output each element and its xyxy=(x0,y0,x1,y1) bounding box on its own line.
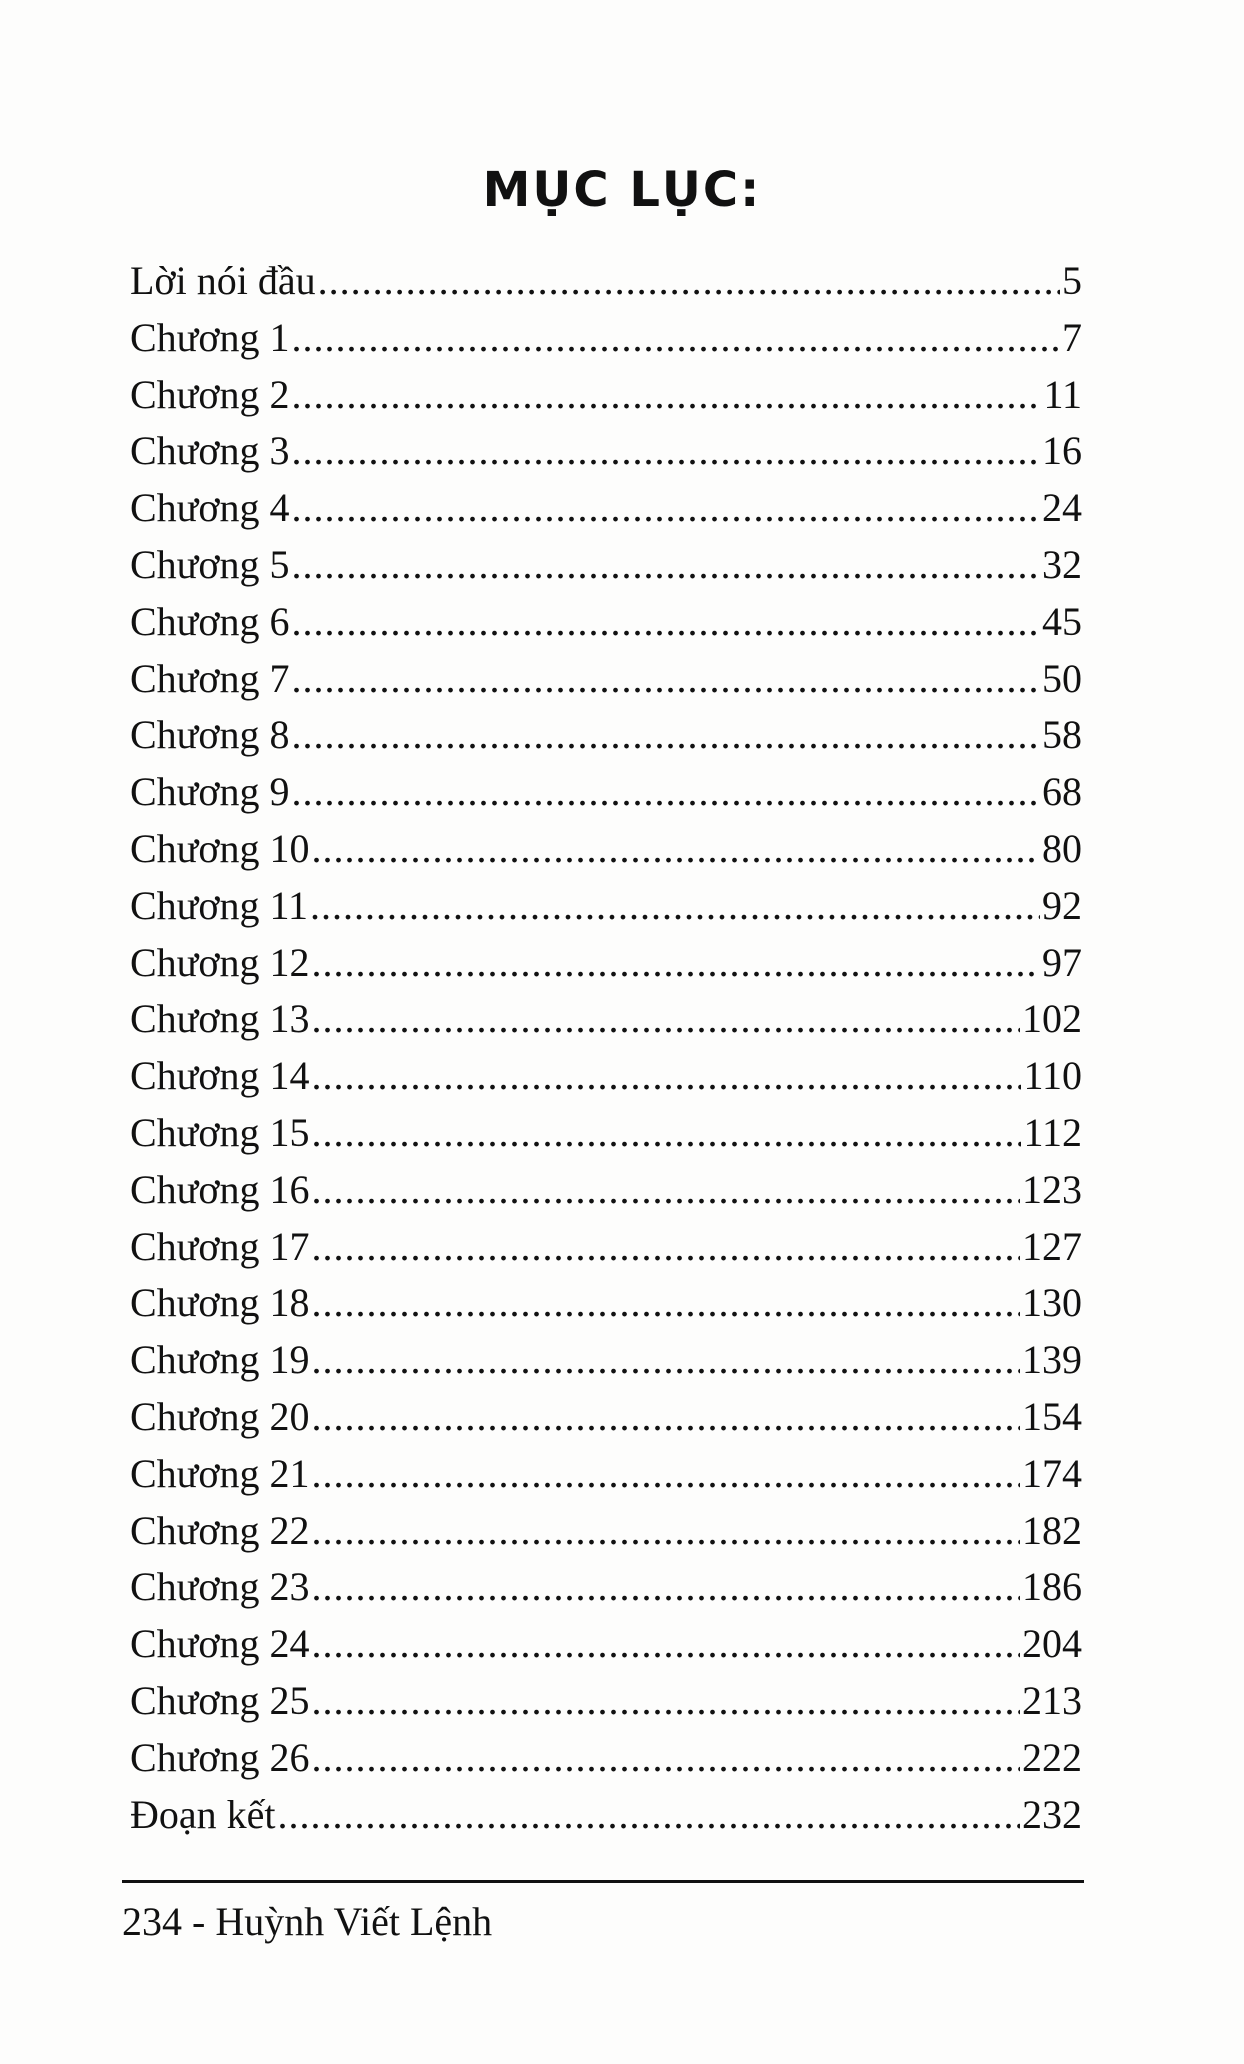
dot-leader xyxy=(292,480,1040,536)
toc-entry xyxy=(130,1162,1082,1219)
toc-entry-page-number: 80 xyxy=(1042,825,1082,871)
dot-leader xyxy=(312,1275,1020,1331)
dot-leader xyxy=(312,1332,1020,1388)
toc-entry-label: Chương 18 xyxy=(130,1280,310,1326)
toc-entry-page-number: 127 xyxy=(1022,1223,1082,1269)
dot-leader xyxy=(312,1673,1020,1729)
dot-leader xyxy=(278,1787,1020,1843)
toc-entry xyxy=(130,1787,1082,1844)
dot-leader xyxy=(318,253,1060,309)
dot-leader xyxy=(312,1162,1020,1218)
toc-entry-label: Chương 9 xyxy=(130,769,290,815)
toc-entry xyxy=(130,1616,1082,1673)
toc-entry-page-number: 58 xyxy=(1042,712,1082,758)
toc-entry xyxy=(130,310,1082,367)
toc-entry-label: Chương 14 xyxy=(130,1053,310,1099)
toc-entry-label: Chương 17 xyxy=(130,1223,310,1269)
toc-entry-page-number: 154 xyxy=(1022,1393,1082,1439)
toc-entry-label: Chương 7 xyxy=(130,655,290,701)
toc-entry-label: Chương 4 xyxy=(130,485,290,531)
toc-entry-label: Chương 13 xyxy=(130,996,310,1042)
toc-entry-label: Chương 19 xyxy=(130,1337,310,1383)
dot-leader xyxy=(312,1389,1020,1445)
toc-entry xyxy=(130,651,1082,708)
toc-entry xyxy=(130,1446,1082,1503)
dot-leader xyxy=(292,423,1040,479)
toc-entry-label: Chương 5 xyxy=(130,541,290,587)
toc-entry-page-number: 45 xyxy=(1042,598,1082,644)
toc-entry-page-number: 112 xyxy=(1023,1109,1082,1155)
dot-leader xyxy=(292,764,1040,820)
toc-entry-page-number: 16 xyxy=(1042,428,1082,474)
dot-leader xyxy=(312,1446,1020,1502)
toc-entry xyxy=(130,764,1082,821)
toc-entry-page-number: 32 xyxy=(1042,541,1082,587)
toc-entry xyxy=(130,1275,1082,1332)
toc-entry-page-number: 7 xyxy=(1062,314,1082,360)
footer-divider xyxy=(122,1880,1084,1883)
toc-entry xyxy=(130,1503,1082,1560)
toc-entry-page-number: 68 xyxy=(1042,769,1082,815)
dot-leader xyxy=(310,878,1040,934)
dot-leader xyxy=(312,991,1020,1047)
toc-entry-page-number: 50 xyxy=(1042,655,1082,701)
toc-entry xyxy=(130,1105,1082,1162)
toc-entry xyxy=(130,594,1082,651)
toc-entry xyxy=(130,821,1082,878)
dot-leader xyxy=(312,1559,1020,1615)
toc-entry-label: Chương 10 xyxy=(130,825,310,871)
toc-entry-label: Chương 6 xyxy=(130,598,290,644)
toc-entry xyxy=(130,991,1082,1048)
toc-entry-label: Chương 24 xyxy=(130,1621,310,1667)
toc-entry xyxy=(130,1219,1082,1276)
toc-entry-label: Chương 2 xyxy=(130,371,290,417)
toc-entry-label: Chương 3 xyxy=(130,428,290,474)
toc-entry xyxy=(130,537,1082,594)
toc-entry-page-number: 174 xyxy=(1022,1450,1082,1496)
toc-entry xyxy=(130,707,1082,764)
toc-entry xyxy=(130,423,1082,480)
toc-entry-page-number: 213 xyxy=(1022,1677,1082,1723)
toc-entry xyxy=(130,1730,1082,1787)
toc-entry xyxy=(130,480,1082,537)
toc-entry-page-number: 182 xyxy=(1022,1507,1082,1553)
dot-leader xyxy=(292,594,1040,650)
dot-leader xyxy=(292,310,1060,366)
toc-entry-page-number: 130 xyxy=(1022,1280,1082,1326)
toc-entry-page-number: 24 xyxy=(1042,485,1082,531)
dot-leader xyxy=(312,1105,1022,1161)
toc-entry-label: Chương 20 xyxy=(130,1393,310,1439)
toc-entry-label: Chương 12 xyxy=(130,939,310,985)
toc-entry-label: Lời nói đầu xyxy=(130,258,316,303)
toc-entry-label: Chương 25 xyxy=(130,1677,310,1723)
dot-leader xyxy=(292,651,1040,707)
toc-entry-label: Chương 22 xyxy=(130,1507,310,1553)
toc-entry-page-number: 232 xyxy=(1022,1791,1082,1837)
toc-entry-label: Đoạn kết xyxy=(130,1791,276,1837)
toc-entry-page-number: 5 xyxy=(1062,258,1082,303)
toc-entry-page-number: 97 xyxy=(1042,939,1082,985)
dot-leader xyxy=(312,935,1040,991)
page-footer: 234 - Huỳnh Viết Lệnh xyxy=(122,1899,493,1944)
toc-entry-label: Chương 8 xyxy=(130,712,290,758)
toc-entry-page-number: 102 xyxy=(1022,996,1082,1042)
toc-entry-page-number: 204 xyxy=(1022,1621,1082,1667)
dot-leader xyxy=(312,1616,1020,1672)
dot-leader xyxy=(312,1503,1020,1559)
dot-leader xyxy=(312,1048,1022,1104)
toc-entry xyxy=(130,1389,1082,1446)
toc-entry-label: Chương 15 xyxy=(130,1109,310,1155)
toc-entry-label: Chương 23 xyxy=(130,1564,310,1610)
toc-entry-page-number: 186 xyxy=(1022,1564,1082,1610)
toc-entry xyxy=(130,1559,1082,1616)
toc-entry xyxy=(130,1048,1082,1105)
toc-entry-page-number: 110 xyxy=(1023,1053,1082,1099)
toc-entry-label: Chương 1 xyxy=(130,314,290,360)
toc-entry-page-number: 123 xyxy=(1022,1166,1082,1212)
toc-entry xyxy=(130,367,1082,424)
dot-leader xyxy=(312,1730,1020,1786)
toc-entry xyxy=(130,1332,1082,1389)
toc-entry-page-number: 92 xyxy=(1042,882,1082,928)
dot-leader xyxy=(292,707,1040,763)
toc-entry xyxy=(130,1673,1082,1730)
toc-entry-page-number: 139 xyxy=(1022,1337,1082,1383)
dot-leader xyxy=(292,537,1040,593)
toc-entry-label: Chương 11 xyxy=(130,882,309,928)
toc-entry-page-number: 222 xyxy=(1022,1734,1082,1780)
toc-entry xyxy=(130,253,1082,310)
toc-entry xyxy=(130,935,1082,992)
dot-leader xyxy=(312,821,1040,877)
page-title: MỤC LỤC: xyxy=(482,162,762,218)
toc-entry xyxy=(130,878,1082,935)
table-of-contents xyxy=(130,253,1082,1843)
toc-entry-page-number: 11 xyxy=(1043,371,1082,417)
toc-entry-label: Chương 26 xyxy=(130,1734,310,1780)
dot-leader xyxy=(312,1219,1020,1275)
toc-entry-label: Chương 16 xyxy=(130,1166,310,1212)
dot-leader xyxy=(292,367,1042,423)
toc-entry-label: Chương 21 xyxy=(130,1450,310,1496)
